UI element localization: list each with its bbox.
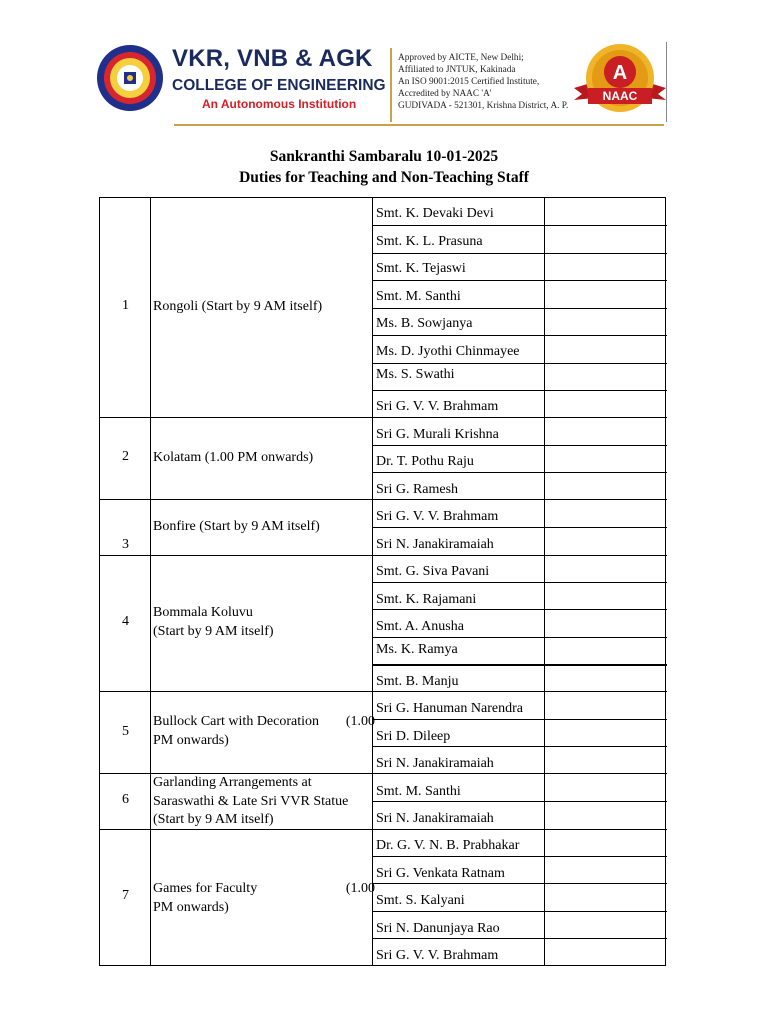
staff-name: Sri G. Venkata Ratnam [376, 866, 505, 881]
college-emblem-logo [96, 44, 164, 112]
college-subtitle: COLLEGE OF ENGINEERING [172, 77, 386, 94]
staff-name: Sri G. V. V. Brahmam [376, 399, 499, 414]
duty-line: (Start by 9 AM itself) [153, 623, 274, 639]
duty-time: (1.00 [345, 881, 375, 896]
group-divider [100, 417, 667, 418]
duty-line: Garlanding Arrangements at [153, 775, 312, 790]
duty-line: Bullock Cart with Decoration [153, 714, 320, 729]
row-divider [372, 609, 667, 610]
header-right-border [666, 42, 667, 122]
document-subtitle: Duties for Teaching and Non-Teaching Staff [239, 169, 529, 186]
approval-details [398, 52, 568, 112]
naac-seal-logo [572, 42, 668, 118]
duty-line: (Start by 9 AM itself) [153, 812, 274, 827]
row-divider [372, 582, 667, 583]
duty-line: Games for Faculty [153, 881, 258, 896]
staff-name: Sri N. Danunjaya Rao [376, 921, 500, 936]
staff-name: Smt. A. Anusha [376, 619, 464, 634]
staff-name: Sri G. Ramesh [376, 482, 459, 497]
row-divider [372, 527, 667, 528]
row-divider [372, 637, 667, 638]
duty-line: PM onwards) [153, 899, 229, 915]
row-divider [372, 390, 667, 391]
staff-name: Ms. B. Sowjanya [376, 316, 473, 331]
approval-line: Affiliated to JNTUK, Kakinada [398, 65, 516, 75]
staff-name: Sri G. Murali Krishna [376, 427, 499, 442]
group-divider [100, 555, 667, 556]
row-divider [372, 856, 667, 857]
duty-number: 6 [122, 792, 129, 807]
group-divider [100, 691, 667, 692]
staff-name: Smt. S. Kalyani [376, 893, 465, 908]
college-name: VKR, VNB & AGK [172, 45, 373, 72]
approval-line: Accredited by NAAC 'A' [398, 89, 492, 99]
row-divider [372, 719, 667, 720]
duty-number: 2 [122, 449, 129, 464]
duty-number: 3 [122, 537, 129, 552]
row-divider [372, 911, 667, 912]
duty-number: 4 [122, 614, 129, 629]
college-tagline: An Autonomous Institution [202, 97, 357, 111]
staff-name: Sri G. V. V. Brahmam [376, 509, 499, 524]
duty-line: Bommala Koluvu [153, 605, 253, 620]
row-divider [372, 938, 667, 939]
duty-line: PM onwards) [153, 732, 229, 748]
row-divider [372, 445, 667, 446]
event-title: Sankranthi Sambaralu 10-01-2025 [269, 148, 499, 165]
row-divider [372, 746, 667, 747]
row-divider [372, 308, 667, 309]
duty-description [153, 713, 375, 750]
staff-name: Sri G. V. V. Brahmam [376, 948, 499, 963]
row-divider [372, 883, 667, 884]
staff-name: Sri N. Janakiramaiah [376, 811, 494, 826]
duty-time: (1.00 [345, 714, 375, 729]
duty-description [153, 880, 375, 917]
duty-description: Bonfire (Start by 9 AM itself) [153, 519, 320, 534]
row-divider [372, 801, 667, 802]
staff-name: Smt. K. L. Prasuna [376, 234, 483, 249]
header-divider [390, 48, 392, 122]
staff-name: Sri N. Janakiramaiah [376, 756, 494, 771]
staff-name: Smt. K. Tejaswi [376, 261, 466, 276]
staff-name: Smt. K. Rajamani [376, 592, 477, 607]
staff-name: Dr. T. Pothu Raju [376, 454, 474, 469]
staff-name: Smt. G. Siva Pavani [376, 564, 490, 579]
duty-number: 7 [122, 888, 129, 903]
staff-name: Smt. K. Devaki Devi [376, 206, 494, 221]
row-divider [372, 225, 667, 226]
duty-description [153, 774, 375, 830]
duty-description: Rongoli (Start by 9 AM itself) [153, 299, 323, 314]
staff-name: Smt. M. Santhi [376, 784, 461, 799]
row-divider [372, 253, 667, 254]
group-divider [100, 499, 667, 500]
staff-name: Smt. B. Manju [376, 674, 459, 689]
staff-name: Ms. D. Jyothi Chinmayee [376, 344, 520, 359]
row-divider [372, 664, 667, 666]
college-header [96, 40, 668, 126]
staff-name: Sri G. Hanuman Narendra [376, 701, 523, 716]
duty-number: 1 [122, 298, 129, 313]
staff-name: Ms. K. Ramya [376, 642, 458, 657]
header-underline [174, 124, 664, 126]
naac-grade: A [612, 62, 628, 84]
approval-line: Approved by AICTE, New Delhi; [398, 53, 524, 63]
duties-table [99, 197, 666, 966]
duty-description [153, 604, 375, 641]
approval-line: GUDIVADA - 521301, Krishna District, A. P. [398, 101, 569, 111]
staff-name: Sri N. Janakiramaiah [376, 537, 494, 552]
row-divider [372, 335, 667, 336]
staff-name: Sri D. Dileep [376, 729, 451, 744]
row-divider [372, 280, 667, 281]
duty-line: Saraswathi & Late Sri VVR Statue [153, 793, 349, 809]
staff-name: Ms. S. Swathi [376, 367, 455, 382]
row-divider [372, 472, 667, 473]
duty-number: 5 [122, 724, 129, 739]
duty-description: Kolatam (1.00 PM onwards) [153, 450, 314, 465]
row-divider [372, 363, 667, 364]
naac-label: NAAC [602, 89, 638, 103]
staff-name: Smt. M. Santhi [376, 289, 461, 304]
staff-name: Dr. G. V. N. B. Prabhakar [376, 838, 520, 853]
approval-line: An ISO 9001:2015 Certified Institute, [398, 77, 540, 87]
